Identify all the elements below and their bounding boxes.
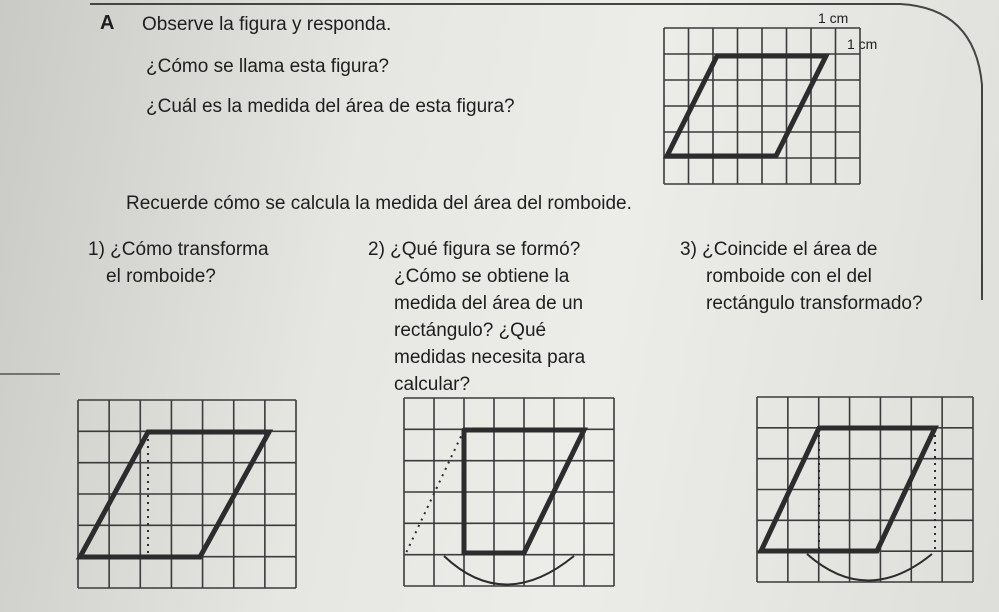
grid-1-lines: [78, 400, 296, 588]
reminder-text: Recuerde cómo se calcula la medida del área del romboide.: [126, 193, 632, 214]
question-2-line: calcular?: [394, 374, 471, 395]
grid-area-comparison: [757, 397, 975, 582]
question-2-line: 2) ¿Qué figura se formó?: [368, 239, 581, 260]
question-1-line: el romboide?: [106, 266, 216, 287]
question-2: [368, 236, 585, 398]
question-figure-name: ¿Cómo se llama esta figura?: [146, 56, 389, 77]
unit-label-width: 1 cm: [818, 10, 849, 26]
question-2-line: rectángulo? ¿Qué: [394, 320, 547, 341]
question-2-line: medidas necesita para: [394, 347, 586, 368]
question-3-line: romboide con el del: [706, 266, 872, 287]
question-1-line: 1) ¿Cómo transforma: [88, 239, 269, 260]
question-1: [88, 236, 269, 290]
grid-2-lines: [404, 398, 614, 586]
question-2-line: medida del área de un: [394, 293, 584, 314]
grid-rhomboid-cut: [78, 400, 300, 588]
grid-transformed-rectangle: [404, 398, 616, 586]
unit-label-height: 1 cm: [847, 36, 878, 52]
section-label: A: [100, 12, 115, 34]
section-instruction: Observe la figura y responda.: [142, 14, 392, 35]
question-figure-area: ¿Cuál es la medida del área de esta figura?: [146, 96, 515, 117]
question-3: [680, 236, 923, 317]
move-arrow-arc: [807, 554, 932, 581]
question-2-line: ¿Cómo se obtiene la: [394, 266, 570, 287]
main-grid-rhomboid: [664, 28, 864, 188]
question-3-line: rectángulo transformado?: [706, 293, 923, 314]
question-3-line: 3) ¿Coincide el área de: [680, 239, 878, 260]
